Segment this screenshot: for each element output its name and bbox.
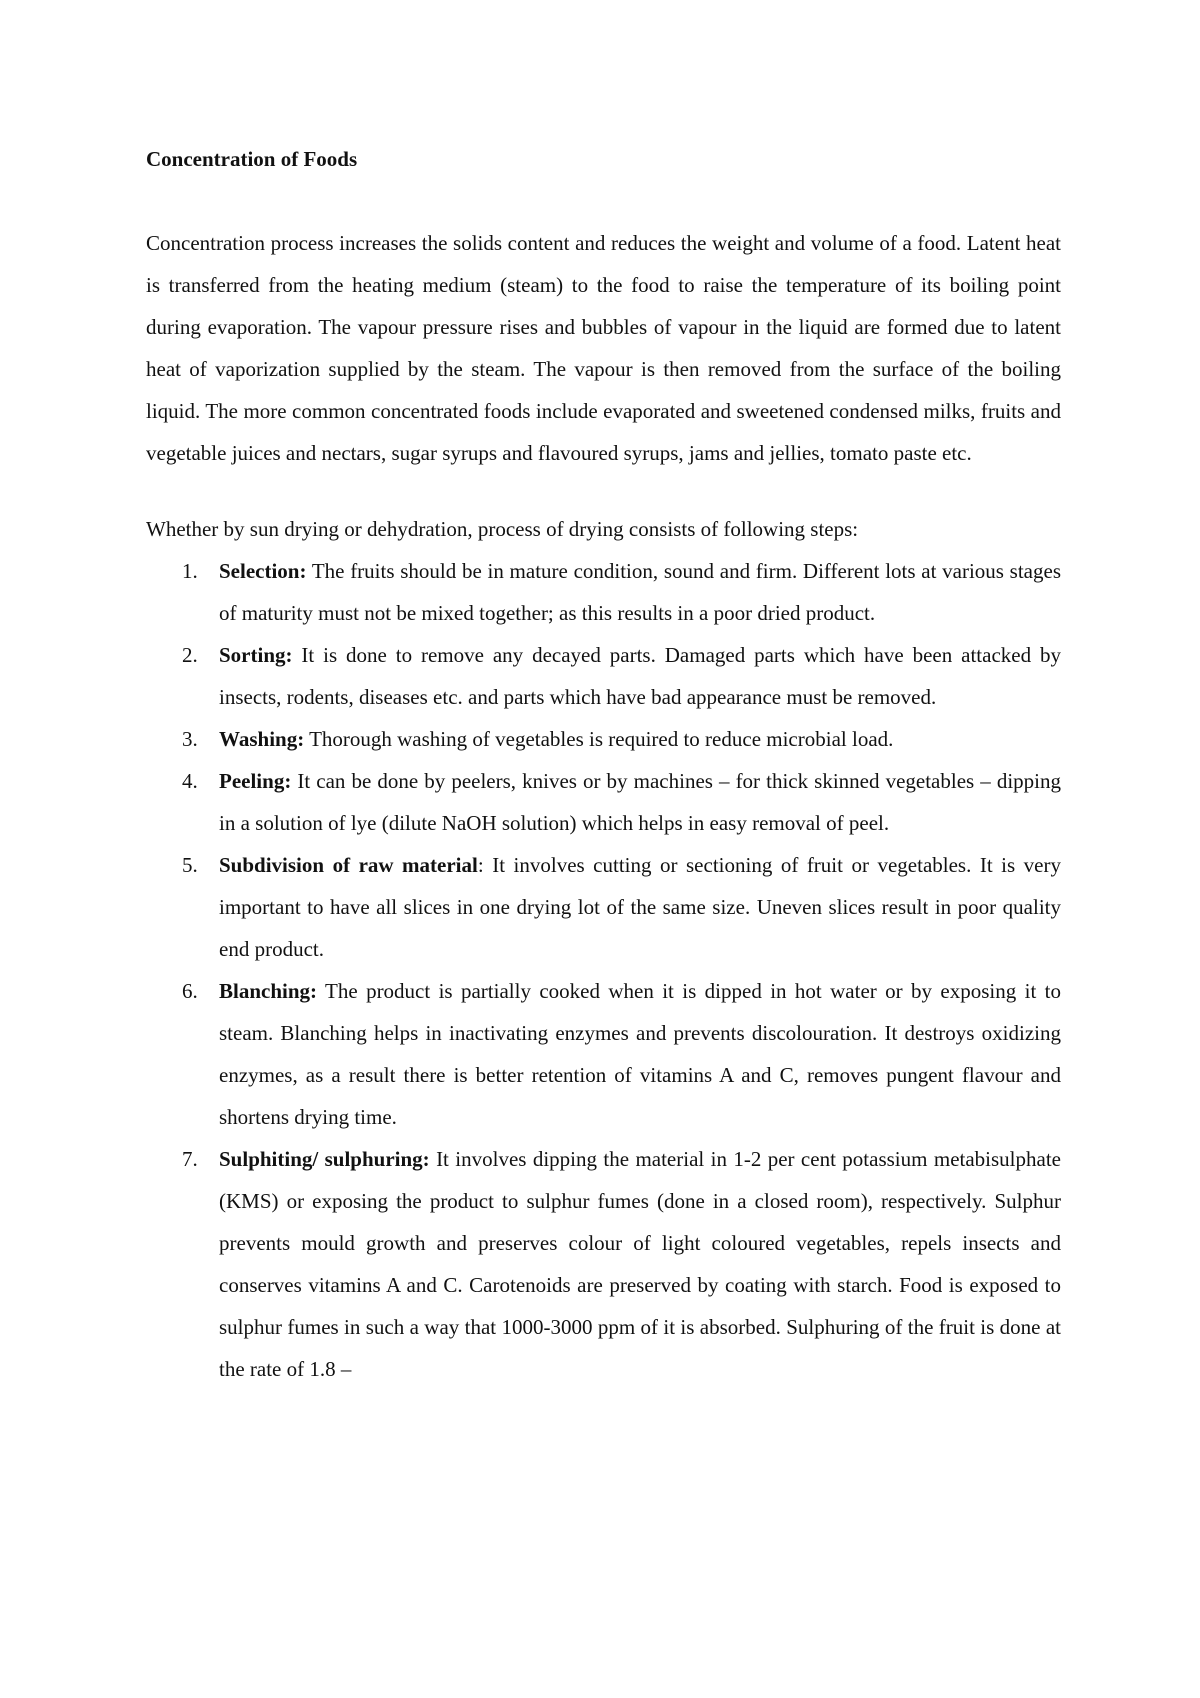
- list-item-text: It is done to remove any decayed parts. Damaged parts which have been attacked by insects, rodents, diseases etc. and parts which have bad appearance must be removed.: [219, 643, 1061, 709]
- list-item-number: 6.: [182, 979, 198, 1003]
- list-item-term: Washing:: [219, 727, 305, 751]
- list-item-term: Blanching:: [219, 979, 318, 1003]
- list-item-number: 7.: [182, 1147, 198, 1171]
- list-item-term: Subdivision of raw material: [219, 853, 478, 877]
- list-item-text: : It involves cutting or sectioning of fruit or vegetables. It is very important to have all slices in one drying lot of the same size. Uneven slices result in poor quality end product.: [219, 853, 1061, 961]
- list-item-number: 3.: [182, 727, 198, 751]
- document-title: Concentration of Foods: [146, 147, 358, 171]
- intro-paragraph: Concentration process increases the solids content and reduces the weight and volume of a food. Latent heat is transferred from the heating medium (steam) to the food to raise the temperature of its boiling point during evaporation. The vapour pressure rises and bubbles of vapour in the liquid are formed due to latent heat of vaporization supplied by the steam. The vapour is then removed from the surface of the boiling liquid. The more common concentrated foods include evaporated and sweetened condensed milks, fruits and vegetable juices and nectars, sugar syrups and flavoured syrups, jams and jellies, tomato paste etc.: [146, 231, 1061, 465]
- list-item-text: It involves dipping the material in 1-2 per cent potassium metabisulphate (KMS) or exposing the product to sulphur fumes (done in a closed room), respectively. Sulphur prevents mould growth and preserves colour of light coloured vegetables, repels insects and conserves vitamins A and C. Carotenoids are preserved by coating with starch. Food is exposed to sulphur fumes in such a way that 1000-3000 ppm of it is absorbed. Sulphuring of the fruit is done at the rate of 1.8 –: [219, 1147, 1061, 1381]
- list-item: [146, 844, 1061, 970]
- steps-intro-paragraph: Whether by sun drying or dehydration, process of drying consists of following steps:: [146, 517, 859, 541]
- list-item-text: The fruits should be in mature condition, sound and firm. Different lots at various stages of maturity must not be mixed together; as this results in a poor dried product.: [219, 559, 1061, 625]
- list-item-number: 1.: [182, 559, 198, 583]
- list-item-number: 2.: [182, 643, 198, 667]
- list-item-term: Selection:: [219, 559, 307, 583]
- list-item: [146, 760, 1061, 844]
- list-item-number: 5.: [182, 853, 198, 877]
- list-item-text: The product is partially cooked when it is dipped in hot water or by exposing it to steam. Blanching helps in inactivating enzymes and prevents discolouration. It destroys oxidizing enzymes, as a result there is better retention of vitamins A and C, removes pungent flavour and shortens drying time.: [219, 979, 1061, 1129]
- list-item: [146, 550, 1061, 634]
- list-item-term: Sorting:: [219, 643, 293, 667]
- list-item-term: Sulphiting/ sulphuring:: [219, 1147, 430, 1171]
- list-item: [146, 718, 1061, 760]
- list-item: [146, 1138, 1061, 1390]
- list-item: [146, 970, 1061, 1138]
- document-body: [146, 142, 1061, 1390]
- drying-steps-list: [146, 550, 1061, 1390]
- list-item-number: 4.: [182, 769, 198, 793]
- list-item-term: Peeling:: [219, 769, 292, 793]
- list-item: [146, 634, 1061, 718]
- list-item-text: It can be done by peelers, knives or by machines – for thick skinned vegetables – dipping in a solution of lye (dilute NaOH solution) which helps in easy removal of peel.: [219, 769, 1061, 835]
- list-item-text: Thorough washing of vegetables is required to reduce microbial load.: [304, 727, 894, 751]
